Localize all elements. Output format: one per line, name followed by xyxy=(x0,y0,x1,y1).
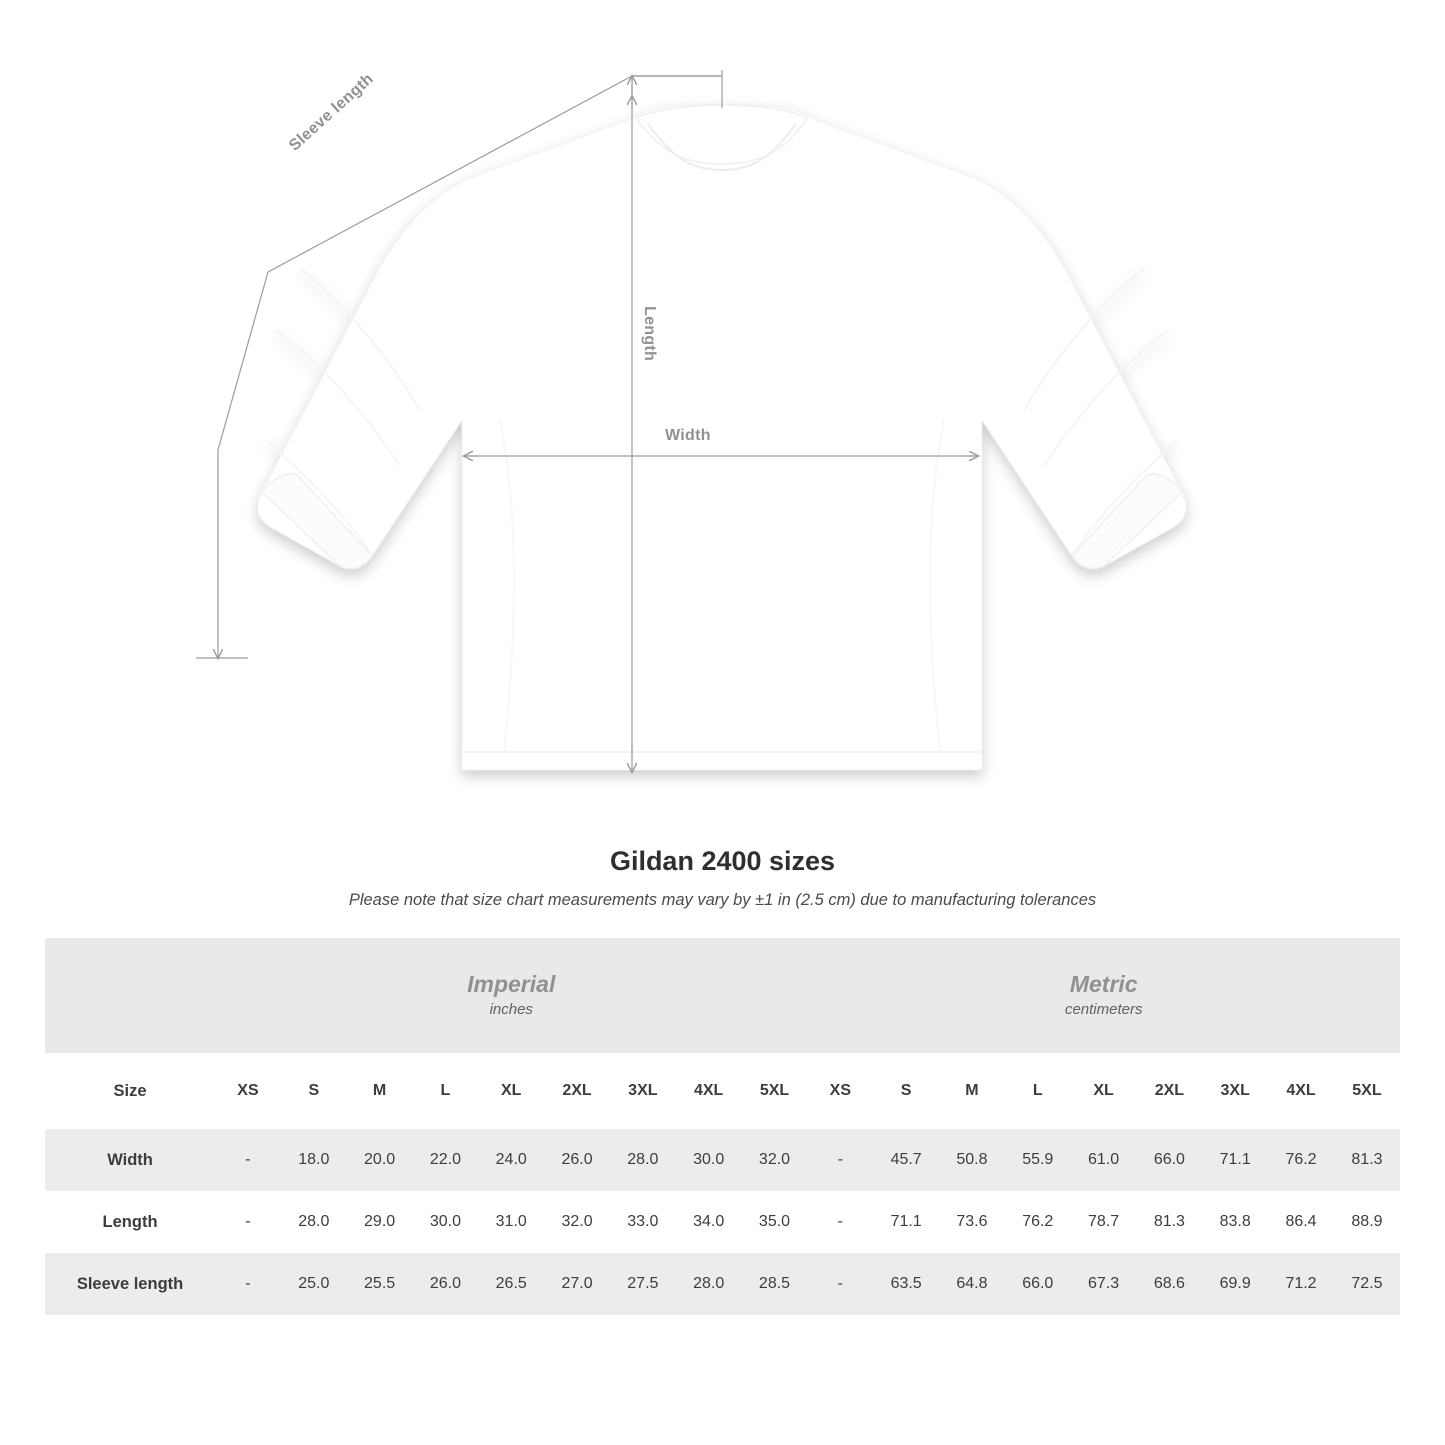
cell-length-imperial-l: 30.0 xyxy=(413,1191,479,1253)
table-row xyxy=(45,1191,1400,1253)
title-block xyxy=(0,846,1445,910)
cell-width-metric-3xl: 71.1 xyxy=(1202,1129,1268,1191)
cell-width-imperial-m: 20.0 xyxy=(347,1129,413,1191)
cell-width-metric-xl: 61.0 xyxy=(1071,1129,1137,1191)
cell-length-metric-l: 76.2 xyxy=(1005,1191,1071,1253)
cell-sleeve-imperial-xs: - xyxy=(215,1253,281,1315)
cell-width-imperial-5xl: 32.0 xyxy=(742,1129,808,1191)
col-header-metric-5xl: 5XL xyxy=(1334,1053,1400,1129)
page-title: Gildan 2400 sizes xyxy=(609,846,836,876)
table-row xyxy=(45,1129,1400,1191)
cell-sleeve-imperial-4xl: 28.0 xyxy=(676,1253,742,1315)
cell-sleeve-metric-l: 66.0 xyxy=(1005,1253,1071,1315)
system-metric xyxy=(807,938,1400,1053)
cell-sleeve-metric-5xl: 72.5 xyxy=(1334,1253,1400,1315)
col-header-imperial-m: M xyxy=(347,1053,413,1129)
col-header-imperial-xs: XS xyxy=(215,1053,281,1129)
cell-length-metric-xl: 78.7 xyxy=(1071,1191,1137,1253)
length-label: Length xyxy=(641,306,658,362)
system-imperial-name: Imperial xyxy=(467,970,556,997)
cell-sleeve-imperial-xl: 26.5 xyxy=(478,1253,544,1315)
col-header-imperial-4xl: 4XL xyxy=(676,1053,742,1129)
cell-sleeve-metric-2xl: 68.6 xyxy=(1136,1253,1202,1315)
system-metric-name: Metric xyxy=(1069,970,1138,997)
shirt-shape xyxy=(258,104,1186,770)
table-row xyxy=(45,1253,1400,1315)
cell-sleeve-imperial-5xl: 28.5 xyxy=(742,1253,808,1315)
col-header-metric-m: M xyxy=(939,1053,1005,1129)
col-header-imperial-l: L xyxy=(413,1053,479,1129)
system-imperial xyxy=(215,938,807,1053)
cell-length-metric-m: 73.6 xyxy=(939,1191,1005,1253)
cell-width-imperial-4xl: 30.0 xyxy=(676,1129,742,1191)
cell-sleeve-imperial-3xl: 27.5 xyxy=(610,1253,676,1315)
cell-sleeve-imperial-m: 25.5 xyxy=(347,1253,413,1315)
size-header-row xyxy=(45,1053,1400,1129)
cell-width-imperial-s: 18.0 xyxy=(281,1129,347,1191)
cell-sleeve-metric-3xl: 69.9 xyxy=(1202,1253,1268,1315)
cell-width-imperial-xl: 24.0 xyxy=(478,1129,544,1191)
cell-sleeve-metric-m: 64.8 xyxy=(939,1253,1005,1315)
col-header-metric-s: S xyxy=(873,1053,939,1129)
system-header-row xyxy=(45,938,1400,1053)
cell-sleeve-imperial-l: 26.0 xyxy=(413,1253,479,1315)
cell-width-metric-5xl: 81.3 xyxy=(1334,1129,1400,1191)
system-metric-unit: centimeters xyxy=(1064,1000,1143,1018)
col-header-metric-4xl: 4XL xyxy=(1268,1053,1334,1129)
system-imperial-unit: inches xyxy=(489,1000,533,1018)
cell-length-imperial-2xl: 32.0 xyxy=(544,1191,610,1253)
sleeve-length-label: Sleeve length xyxy=(286,70,377,155)
col-header-metric-xs: XS xyxy=(807,1053,873,1129)
cell-length-metric-4xl: 86.4 xyxy=(1268,1191,1334,1253)
cell-width-imperial-xs: - xyxy=(215,1129,281,1191)
cell-sleeve-metric-s: 63.5 xyxy=(873,1253,939,1315)
cell-width-metric-2xl: 66.0 xyxy=(1136,1129,1202,1191)
cell-sleeve-imperial-2xl: 27.0 xyxy=(544,1253,610,1315)
col-header-imperial-s: S xyxy=(281,1053,347,1129)
cell-width-imperial-2xl: 26.0 xyxy=(544,1129,610,1191)
tolerance-note: Please note that size chart measurements may vary by ±1 in (2.5 cm) due to manufacturing tolerances xyxy=(348,891,1097,909)
system-header-spacer xyxy=(45,938,215,1053)
col-header-imperial-3xl: 3XL xyxy=(610,1053,676,1129)
cell-width-metric-xs: - xyxy=(807,1129,873,1191)
cell-length-metric-s: 71.1 xyxy=(873,1191,939,1253)
cell-length-imperial-xs: - xyxy=(215,1191,281,1253)
cell-length-imperial-m: 29.0 xyxy=(347,1191,413,1253)
cell-width-metric-m: 50.8 xyxy=(939,1129,1005,1191)
cell-width-imperial-l: 22.0 xyxy=(413,1129,479,1191)
col-header-imperial-5xl: 5XL xyxy=(742,1053,808,1129)
cell-length-metric-2xl: 81.3 xyxy=(1136,1191,1202,1253)
col-header-metric-3xl: 3XL xyxy=(1202,1053,1268,1129)
cell-length-metric-5xl: 88.9 xyxy=(1334,1191,1400,1253)
cell-width-imperial-3xl: 28.0 xyxy=(610,1129,676,1191)
cell-length-metric-3xl: 83.8 xyxy=(1202,1191,1268,1253)
cell-width-metric-s: 45.7 xyxy=(873,1129,939,1191)
cell-sleeve-imperial-s: 25.0 xyxy=(281,1253,347,1315)
cell-length-imperial-3xl: 33.0 xyxy=(610,1191,676,1253)
row-label-sleeve-length: Sleeve length xyxy=(45,1253,215,1315)
col-header-metric-2xl: 2XL xyxy=(1136,1053,1202,1129)
cell-length-imperial-s: 28.0 xyxy=(281,1191,347,1253)
cell-width-metric-4xl: 76.2 xyxy=(1268,1129,1334,1191)
cell-sleeve-metric-4xl: 71.2 xyxy=(1268,1253,1334,1315)
cell-length-imperial-4xl: 34.0 xyxy=(676,1191,742,1253)
row-label-width: Width xyxy=(45,1129,215,1191)
size-header-label: Size xyxy=(45,1053,215,1129)
col-header-imperial-xl: XL xyxy=(478,1053,544,1129)
col-header-imperial-2xl: 2XL xyxy=(544,1053,610,1129)
col-header-metric-l: L xyxy=(1005,1053,1071,1129)
row-label-length: Length xyxy=(45,1191,215,1253)
cell-length-metric-xs: - xyxy=(807,1191,873,1253)
size-chart-table xyxy=(45,938,1400,1315)
cell-sleeve-metric-xs: - xyxy=(807,1253,873,1315)
cell-length-imperial-xl: 31.0 xyxy=(478,1191,544,1253)
cell-sleeve-metric-xl: 67.3 xyxy=(1071,1253,1137,1315)
col-header-metric-xl: XL xyxy=(1071,1053,1137,1129)
size-chart-table-wrap xyxy=(45,938,1400,1315)
width-label: Width xyxy=(665,427,711,444)
cell-length-imperial-5xl: 35.0 xyxy=(742,1191,808,1253)
cell-width-metric-l: 55.9 xyxy=(1005,1129,1071,1191)
